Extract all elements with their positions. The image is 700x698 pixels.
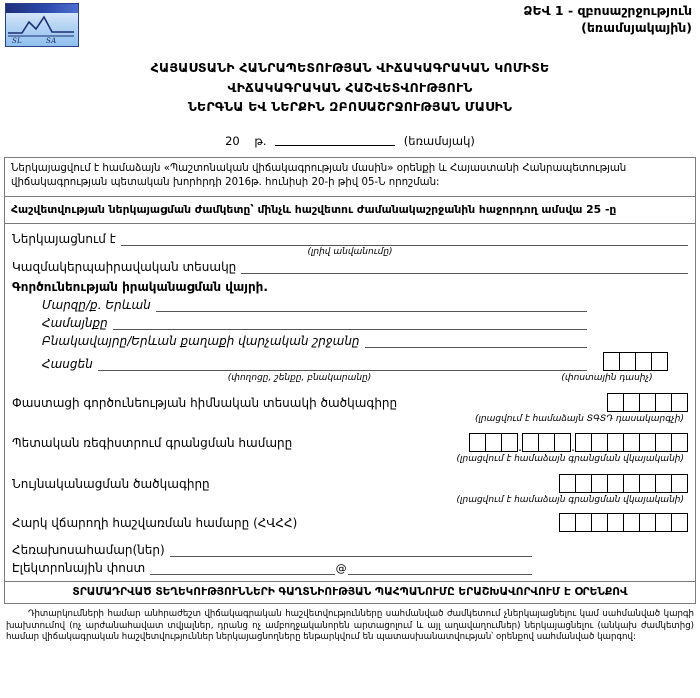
reporting-period-line [0,134,700,148]
code-box[interactable] [671,474,688,493]
code-box[interactable] [501,433,518,452]
code-box[interactable] [655,474,672,493]
email-domain-input[interactable] [348,562,532,575]
page-title [0,58,700,117]
region-label: Մարզը/ք. Երևան [42,298,151,312]
period-note: (եռամսյակ) [403,133,475,148]
registration-group[interactable] [575,433,688,452]
code-box[interactable] [485,433,502,452]
code-box[interactable] [591,513,608,532]
form-table [4,157,696,605]
code-box[interactable] [655,433,672,452]
code-box[interactable] [623,433,640,452]
tax-number-boxes[interactable] [559,513,688,532]
title-line-2: ՎԻՃԱԿԱԳՐԱԿԱՆ ՀԱՇՎԵՏՎՈՒԹՅՈՒՆ [227,79,473,95]
code-box[interactable] [623,393,640,412]
community-label: Համայնքը [42,316,108,330]
penalty-footnote-text: Դիտարկումների համար անհրաժեշտ վիճակագրական հաշվետվությունները սահմանված ժամկետում չներկայացնելու կամ սահմանված կարգի խախտումով (ոչ արժանահավատ տվյալներ, դրանց ոչ ամբողջականորեն արտացոլում և այլ աղավաղումներ) ներկայացնելու (անկախ ժամկետից) համար վիճակագրական հաշվետվություններ ներկայացնողները ենթարկվում են պատասխանատվության՝ օրենքով սահմանված կարգով: [6,609,694,643]
legal-form-row [12,260,688,274]
code-box[interactable] [538,433,555,452]
code-box[interactable] [671,513,688,532]
code-box[interactable] [639,433,656,452]
title-line-1: ՀԱՅԱՍՏԱՆԻ ՀԱՆՐԱՊԵՏՈՒԹՅԱՆ ՎԻՃԱԿԱԳՐԱԿԱՆ ԿՈՄԻՏԵ [150,60,550,75]
logo-cap [6,4,78,13]
region-input[interactable] [156,299,587,312]
registration-separator: . [518,440,522,454]
confidentiality-notice-text: ՏՐԱՄԱԴՐՎԱԾ ՏԵՂԵԿՈՒԹՅՈՒՆՆԵՐԻ ԳԱՂՏՆԻՈՒԹՅԱՆ ՊԱՀՊԱՆՈՒՄԸ ԵՐԱՇԽԱՎՈՐՎՈՒՄ Է ՕՐԵՆՔՈՎ [72,586,628,598]
identification-code-boxes[interactable] [559,474,688,493]
activity-code-label: Փաստացի գործունեության հիմնական տեսակի ծածկագիրը [12,395,398,410]
at-symbol: @ [335,562,347,575]
code-box[interactable] [619,352,636,371]
code-box[interactable] [607,474,624,493]
settlement-label: Բնակավայրը/Երևան քաղաքի վարչական շրջանը [42,334,360,348]
code-box[interactable] [607,433,624,452]
code-box[interactable] [603,352,620,371]
code-box[interactable] [575,474,592,493]
code-box[interactable] [559,474,576,493]
code-box[interactable] [639,513,656,532]
code-box[interactable] [623,513,640,532]
registration-separator: . [571,440,575,454]
deadline-row [5,197,695,225]
address-label: Հասցեն [42,357,93,371]
code-box[interactable] [655,513,672,532]
activity-code-boxes[interactable] [607,393,688,412]
email-user-input[interactable] [150,562,334,575]
code-box[interactable] [671,393,688,412]
code-box[interactable] [655,393,672,412]
code-box[interactable] [651,352,668,371]
code-box[interactable] [469,433,486,452]
registration-caption: (լրացվում է համաձայն գրանցման վկայականի) [456,454,684,464]
code-box[interactable] [554,433,571,452]
identification-code-label: Նույնականացման ծածկագիրը [12,476,210,491]
address-caption: (փողոցը, շենքը, բնակարանը) [227,373,372,383]
statistics-committee-logo [5,3,79,47]
settlement-input[interactable] [365,335,587,348]
address-captions [12,372,688,384]
legal-basis-row [5,158,695,197]
legal-basis-text: Ներկայացվում է համաձայն «Պաշտոնական վիճակագրության մասին» օրենքի և Հայաստանի Հանրապետության վիճակագրության պետական խորհրդի 2016թ. հունիսի 20-ի թիվ 05-Ն որոշման: [11,162,627,188]
code-box[interactable] [639,393,656,412]
settlement-row [12,334,587,348]
confidentiality-notice [5,582,695,604]
address-heading: Գործունեության իրականացման վայրի. [12,280,268,294]
submitted-by-label: Ներկայացնում է [12,232,116,246]
form-number-line2: (եռամսյակային) [581,20,692,35]
activity-code-row [12,393,688,412]
phone-label: Հեռախոսահամար(ներ) [12,543,165,557]
email-label: Էլեկտրոնային փոստ [12,561,146,575]
email-row [12,561,532,575]
community-row [12,316,587,330]
code-box[interactable] [575,513,592,532]
legal-form-label: Կազմակերպաիրավական տեսակը [12,260,237,274]
code-box[interactable] [635,352,652,371]
form-number [523,2,692,36]
postal-caption: (փոստային դասիչ) [561,373,653,383]
postal-code-boxes[interactable] [603,352,668,371]
code-box[interactable] [623,474,640,493]
year-suffix: թ. [254,133,267,148]
submitted-by-row [12,232,688,246]
submitted-by-caption: (լրիվ անվանումը) [307,247,393,257]
phone-input[interactable] [170,544,532,557]
identification-caption: (լրացվում է համաձայն գրանցման վկայականի) [456,495,684,505]
deadline-text: Հաշվետվության ներկայացման ժամկետը՝ մինչև հաշվետու ժամանակաշրջանին հաջորդող ամսվա 25 -ը [11,202,617,216]
quarter-input[interactable] [275,134,395,146]
code-box[interactable] [671,433,688,452]
penalty-footnote [6,609,694,644]
tax-number-label: Հարկ վճարողի հաշվառման համարը (ՀՎՀՀ) [12,515,298,530]
address-field [12,357,587,371]
code-box[interactable] [591,474,608,493]
address-row [12,352,688,371]
registration-number-boxes[interactable] [469,433,688,452]
identification-code-row [12,474,688,493]
code-box[interactable] [575,433,592,452]
form-number-line1: ՁԵՎ 1 - զբոսաշրջություն [523,3,692,18]
logo-chart-icon [6,13,76,39]
address-input[interactable] [98,358,587,371]
community-input[interactable] [113,317,587,330]
year-prefix: 20 [225,133,240,148]
submitted-by-input[interactable] [121,233,688,246]
logo-label-sa: SA [46,37,57,45]
respondent-details-block [5,224,695,582]
code-box[interactable] [559,513,576,532]
tax-number-row [12,513,688,532]
registration-number-label: Պետական ռեգիստրում գրանցման համարը [12,435,293,450]
region-row [12,298,587,312]
code-box[interactable] [591,433,608,452]
phone-row [12,543,532,557]
legal-form-input[interactable] [241,261,688,274]
code-box[interactable] [522,433,539,452]
code-box[interactable] [607,393,624,412]
top-band [0,0,700,46]
code-box[interactable] [607,513,624,532]
logo-label-sl: SL [12,37,23,45]
registration-group[interactable] [522,433,571,452]
code-box[interactable] [639,474,656,493]
registration-group[interactable] [469,433,518,452]
title-line-3: ՆԵՐԳՆԱ ԵՎ ՆԵՐՔԻՆ ԶԲՈՍԱՇՐՋՈՒԹՅԱՆ ՄԱՍԻՆ [187,99,513,114]
activity-code-caption: (լրացվում է համաձայն ՏԳՏԴ դասակարգչի) [474,414,684,424]
registration-number-row [12,433,688,452]
